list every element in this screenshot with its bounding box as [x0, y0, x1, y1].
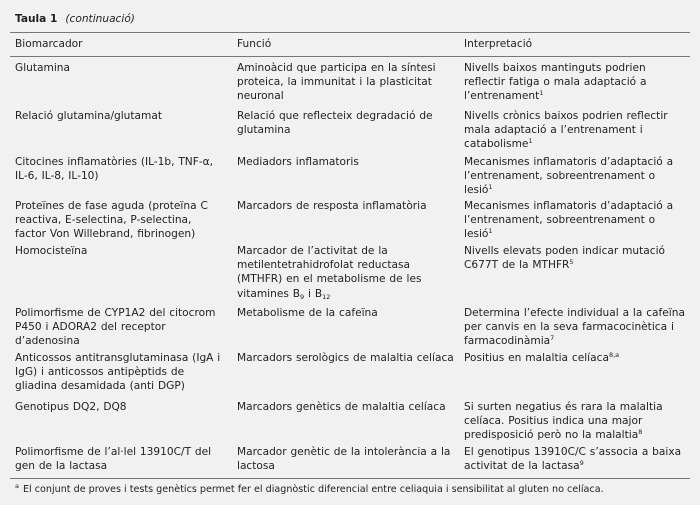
- interpretation-cell: [464, 199, 686, 242]
- reference-marker: 9: [579, 459, 584, 468]
- header-biomarker: Biomarcador: [15, 38, 83, 50]
- reference-marker: 8: [638, 428, 643, 437]
- function-cell: [237, 244, 457, 301]
- interpretation-cell: [464, 61, 686, 104]
- interpretation-text: Nivells baixos mantinguts podrien reflectir fatiga o mala adaptació a l’entrenament: [464, 62, 647, 103]
- table-continuation-note: (continuació): [65, 13, 135, 25]
- biomarker-cell: Genotipus DQ2, DQ8: [15, 401, 127, 413]
- footnote-text: El conjunt de proves i tests genètics permet fer el diagnòstic diferencial entre celiaquia i sensibilitat al gluten no celíaca.: [22, 484, 604, 495]
- interpretation-text: Nivells crònics baixos podrien reflectir mala adaptació a l’entrenament i catabolisme: [464, 110, 668, 151]
- biomarker-cell: Homocisteïna: [15, 245, 88, 257]
- function-cell: Marcadors serològics de malaltia celíaca: [237, 352, 454, 364]
- biomarker-cell: Polimorfisme de CYP1A2 del citocrom P450 i ADORA2 del receptor d’adenosina: [15, 307, 216, 348]
- interpretation-text: El genotipus 13910C/C s’associa a baixa activitat de la lactasa: [464, 446, 682, 473]
- interpretation-cell: [464, 351, 686, 365]
- header-rule: [10, 56, 690, 57]
- interpretation-cell: [464, 400, 686, 443]
- header-interpretation: Interpretació: [464, 38, 533, 50]
- interpretation-cell: [464, 445, 686, 473]
- table-page: [10, 4, 690, 501]
- reference-marker: 8,a: [608, 351, 620, 359]
- reference-marker: 7: [550, 334, 555, 343]
- function-line: metilentetrahidrofolat reductasa: [237, 259, 410, 272]
- biomarker-cell: Relació glutamina/glutamat: [15, 110, 163, 122]
- reference-marker: 1: [488, 227, 493, 236]
- biomarker-cell: Citocines inflamatòries (IL-1b, TNF-α, IL-6, IL-8, IL-10): [15, 156, 213, 183]
- interpretation-text: Mecanismes inflamatoris d’adaptació a l’entrenament, sobreentrenament o lesió: [464, 156, 674, 197]
- function-cell: Mediadors inflamatoris: [237, 156, 359, 168]
- reference-marker: 1: [488, 183, 493, 192]
- interpretation-cell: [464, 155, 686, 198]
- biomarker-cell: Glutamina: [15, 62, 70, 74]
- vitamin-subscript: 9: [300, 292, 305, 301]
- vitamin-subscript: 12: [322, 292, 331, 301]
- table-label: Taula 1: [15, 13, 58, 25]
- table-caption: [15, 13, 135, 26]
- interpretation-cell: [464, 306, 686, 349]
- table-footnote: [15, 483, 604, 496]
- reference-marker: 5: [569, 258, 574, 267]
- interpretation-text: Si surten negatius és rara la malaltia celíaca. Positius indica una major predisposició però no la malaltia: [464, 401, 663, 442]
- interpretation-text: Determina l’efecte individual a la cafeïna per canvis en la seva farmacocinètica i farmacodinàmia: [464, 307, 685, 348]
- header-function: Funció: [237, 38, 272, 50]
- function-cell: Relació que reflecteix degradació de glutamina: [237, 110, 433, 137]
- top-rule: [10, 32, 690, 33]
- biomarker-cell: Proteïnes de fase aguda (proteïna C reactiva, E-selectina, P-selectina, factor Von Willebrand, fibrinogen): [15, 200, 208, 241]
- reference-marker: 1: [539, 89, 544, 98]
- footnote-marker: a: [15, 482, 19, 490]
- function-cell: Marcadors genètics de malaltia celíaca: [237, 401, 446, 413]
- function-cell: Metabolisme de la cafeïna: [237, 307, 378, 319]
- function-line: Marcador de l’activitat de la: [237, 245, 388, 257]
- interpretation-text: Mecanismes inflamatoris d’adaptació a l’entrenament, sobreentrenament o lesió: [464, 200, 674, 241]
- function-line: (MTHFR) en el metabolisme de les: [237, 273, 422, 286]
- biomarker-cell: Anticossos antitransglutaminasa (IgA i IgG) i anticossos antipèptids de gliadina desamidada (anti DGP): [15, 352, 221, 393]
- function-cell: Marcador genètic de la intolerància a la lactosa: [237, 446, 451, 473]
- function-cell: Marcadors de resposta inflamatòria: [237, 200, 427, 212]
- interpretation-cell: [464, 109, 686, 152]
- interpretation-cell: [464, 244, 686, 272]
- bottom-rule: [10, 478, 690, 479]
- biomarker-cell: Polimorfisme de l’al·lel 13910C/T del gen de la lactasa: [15, 446, 212, 473]
- function-cell: Aminoàcid que participa en la síntesi proteica, la immunitat i la plasticitat neuronal: [237, 62, 436, 103]
- interpretation-text: Nivells elevats poden indicar mutació C677T de la MTHFR: [464, 245, 666, 272]
- function-vitamins: vitamines $B_9$ i $B_{12}$: [237, 287, 331, 301]
- interpretation-text: Positius en malaltia celíaca: [464, 352, 609, 364]
- reference-marker: 1: [528, 137, 533, 146]
